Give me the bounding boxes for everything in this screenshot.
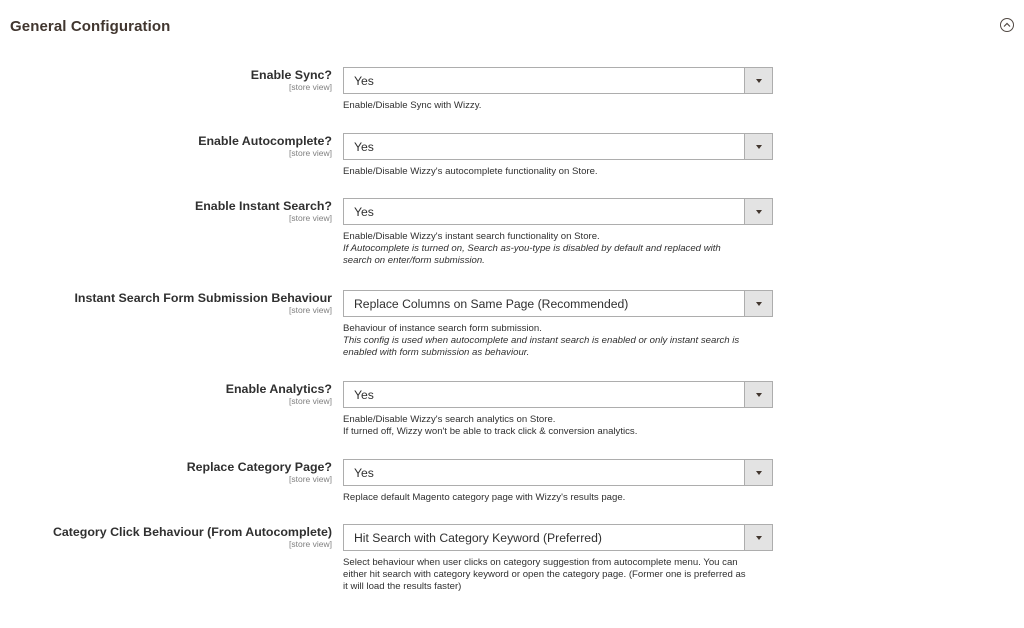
- dropdown-button[interactable]: [744, 291, 772, 316]
- select-value: Hit Search with Category Keyword (Preferred): [354, 531, 602, 545]
- field-note: [343, 166, 773, 178]
- section-title: General Configuration: [10, 18, 171, 35]
- caret-down-icon: [756, 302, 762, 306]
- enable-analytics-select[interactable]: [343, 381, 773, 408]
- chevron-up-circle-icon[interactable]: [1000, 18, 1014, 32]
- caret-down-icon: [756, 536, 762, 540]
- enable-autocomplete-select[interactable]: [343, 133, 773, 160]
- note-line: If turned off, Wizzy won't be able to track click & conversion analytics.: [343, 426, 638, 437]
- field-note: [343, 323, 773, 359]
- note-line-italic: enabled with form submission as behaviour.: [343, 347, 530, 358]
- note-line: Select behaviour when user clicks on category suggestion from autocomplete menu. You can: [343, 557, 738, 568]
- select-value: Replace Columns on Same Page (Recommended): [354, 297, 629, 311]
- field-label: Enable Sync?: [250, 68, 332, 82]
- field-label: Enable Instant Search?: [194, 199, 332, 213]
- note-line: either hit search with category keyword or open the category page. (Former one is preferred as: [343, 569, 746, 580]
- note-line-italic: If Autocomplete is turned on, Search as-you-type is disabled by default and replaced with: [343, 243, 721, 254]
- caret-down-icon: [756, 393, 762, 397]
- field-note: [343, 492, 773, 504]
- note-line: Enable/Disable Wizzy's search analytics on Store.: [343, 414, 556, 425]
- scope-label: [store view]: [289, 148, 332, 158]
- form-submission-behaviour-select[interactable]: [343, 290, 773, 317]
- caret-down-icon: [756, 79, 762, 83]
- field-note: [343, 100, 773, 112]
- dropdown-button[interactable]: [744, 460, 772, 485]
- select-value: Yes: [354, 74, 374, 88]
- dropdown-button[interactable]: [744, 68, 772, 93]
- field-note: [343, 231, 773, 267]
- field-note: [343, 557, 773, 593]
- select-value: Yes: [354, 388, 374, 402]
- field-label: Category Click Behaviour (From Autocomplete): [52, 525, 332, 539]
- enable-instant-search-select[interactable]: [343, 198, 773, 225]
- field-label: Replace Category Page?: [186, 460, 332, 474]
- enable-sync-select[interactable]: [343, 67, 773, 94]
- field-label: Instant Search Form Submission Behaviour: [74, 291, 332, 305]
- section-header[interactable]: [10, 16, 1014, 38]
- field-label: Enable Autocomplete?: [198, 134, 332, 148]
- dropdown-button[interactable]: [744, 382, 772, 407]
- field-label: Enable Analytics?: [225, 382, 332, 396]
- caret-down-icon: [756, 210, 762, 214]
- note-line: Enable/Disable Sync with Wizzy.: [343, 100, 482, 111]
- replace-category-page-select[interactable]: [343, 459, 773, 486]
- scope-label: [store view]: [289, 82, 332, 92]
- note-line: Replace default Magento category page with Wizzy's results page.: [343, 492, 626, 503]
- note-line: Enable/Disable Wizzy's instant search functionality on Store.: [343, 231, 600, 242]
- dropdown-button[interactable]: [744, 525, 772, 550]
- note-line-italic: This config is used when autocomplete and instant search is enabled or only instant search is: [343, 335, 740, 346]
- select-value: Yes: [354, 466, 374, 480]
- scope-label: [store view]: [289, 474, 332, 484]
- scope-label: [store view]: [289, 539, 332, 549]
- dropdown-button[interactable]: [744, 134, 772, 159]
- caret-down-icon: [756, 145, 762, 149]
- note-line: it will load the results faster): [343, 581, 462, 592]
- note-line-italic: search on enter/form submission.: [343, 255, 485, 266]
- select-value: Yes: [354, 205, 374, 219]
- field-note: [343, 414, 773, 438]
- scope-label: [store view]: [289, 396, 332, 406]
- scope-label: [store view]: [289, 305, 332, 315]
- note-line: Enable/Disable Wizzy's autocomplete functionality on Store.: [343, 166, 598, 177]
- category-click-behaviour-select[interactable]: [343, 524, 773, 551]
- select-value: Yes: [354, 140, 374, 154]
- scope-label: [store view]: [289, 213, 332, 223]
- caret-down-icon: [756, 471, 762, 475]
- note-line: Behaviour of instance search form submission.: [343, 323, 542, 334]
- dropdown-button[interactable]: [744, 199, 772, 224]
